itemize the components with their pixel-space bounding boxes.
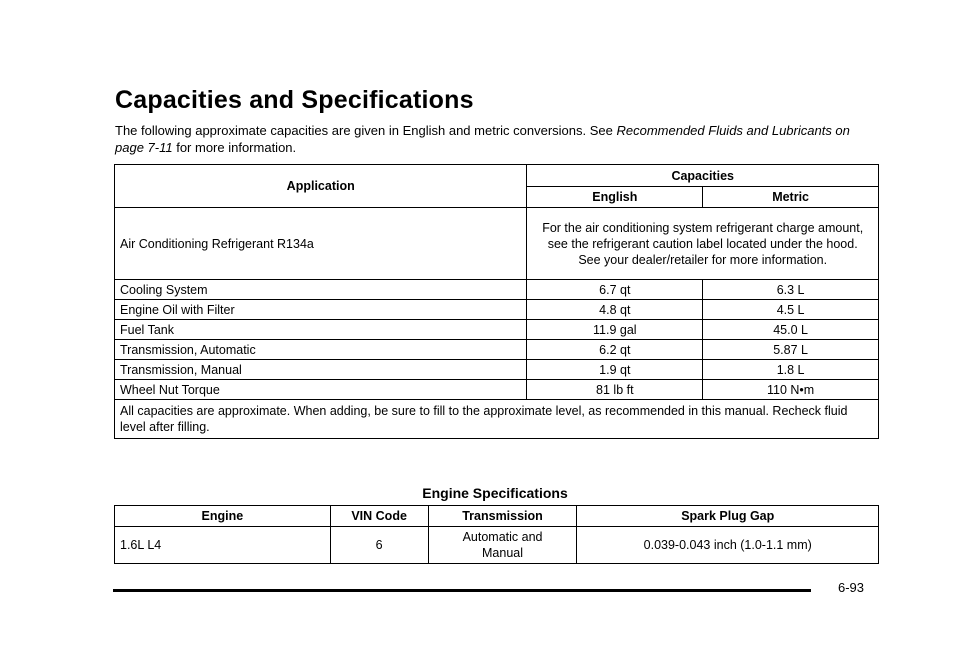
header-transmission: Transmission xyxy=(428,506,577,527)
english-cell: 6.7 qt xyxy=(527,280,703,300)
header-engine: Engine xyxy=(115,506,331,527)
intro-paragraph xyxy=(115,122,875,156)
intro-text-after: for more information. xyxy=(172,140,297,155)
ac-note-cell: For the air conditioning system refrigerant charge amount, see the refrigerant caution label located under the hood. See your dealer/retailer for more information. xyxy=(527,208,879,280)
english-cell: 11.9 gal xyxy=(527,320,703,340)
page-title: Capacities and Specifications xyxy=(115,86,474,114)
metric-cell: 1.8 L xyxy=(703,360,879,380)
table-row xyxy=(115,360,879,380)
header-spark-plug-gap: Spark Plug Gap xyxy=(577,506,879,527)
table-row xyxy=(115,320,879,340)
header-capacities: Capacities xyxy=(527,165,879,187)
engine-specifications-title: Engine Specifications xyxy=(422,485,568,501)
english-cell: 1.9 qt xyxy=(527,360,703,380)
footnote-row xyxy=(115,400,879,439)
capacities-table xyxy=(114,164,879,439)
metric-cell: 5.87 L xyxy=(703,340,879,360)
intro-text: The following approximate capacities are given in English and metric conversions. See xyxy=(115,123,617,138)
metric-cell: 110 N•m xyxy=(703,380,879,400)
header-application: Application xyxy=(115,165,527,208)
transmission-cell: Automatic and Manual xyxy=(428,527,577,564)
application-cell: Engine Oil with Filter xyxy=(115,300,527,320)
page-number: 6-93 xyxy=(838,580,865,595)
english-cell: 4.8 qt xyxy=(527,300,703,320)
vin-code-cell: 6 xyxy=(330,527,428,564)
application-cell: Fuel Tank xyxy=(115,320,527,340)
capacities-footnote: All capacities are approximate. When adding, be sure to fill to the approximate level, as recommended in this manual. Recheck fluid level after filling. xyxy=(115,400,879,439)
metric-cell: 4.5 L xyxy=(703,300,879,320)
engine-cell: 1.6L L4 xyxy=(115,527,331,564)
ac-application-cell: Air Conditioning Refrigerant R134a xyxy=(115,208,527,280)
table-row xyxy=(115,380,879,400)
table-row xyxy=(115,300,879,320)
metric-cell: 6.3 L xyxy=(703,280,879,300)
table-row xyxy=(115,280,879,300)
english-cell: 81 lb ft xyxy=(527,380,703,400)
spark-plug-gap-cell: 0.039-0.043 inch (1.0-1.1 mm) xyxy=(577,527,879,564)
header-metric: Metric xyxy=(703,187,879,208)
application-cell: Cooling System xyxy=(115,280,527,300)
application-cell: Transmission, Automatic xyxy=(115,340,527,360)
engine-header-row xyxy=(115,506,879,527)
engine-specifications-table xyxy=(114,505,879,564)
application-cell: Wheel Nut Torque xyxy=(115,380,527,400)
table-row xyxy=(115,208,879,280)
metric-cell: 45.0 L xyxy=(703,320,879,340)
recommended-fluids-reference[interactable]: Recommended Fluids and Lubricants on page 7-11 xyxy=(115,123,850,155)
application-cell: Transmission, Manual xyxy=(115,360,527,380)
english-cell: 6.2 qt xyxy=(527,340,703,360)
table-row xyxy=(115,340,879,360)
table-row xyxy=(115,527,879,564)
header-english: English xyxy=(527,187,703,208)
capacities-header-row xyxy=(115,165,879,187)
footer-rule xyxy=(113,589,811,592)
header-vin-code: VIN Code xyxy=(330,506,428,527)
